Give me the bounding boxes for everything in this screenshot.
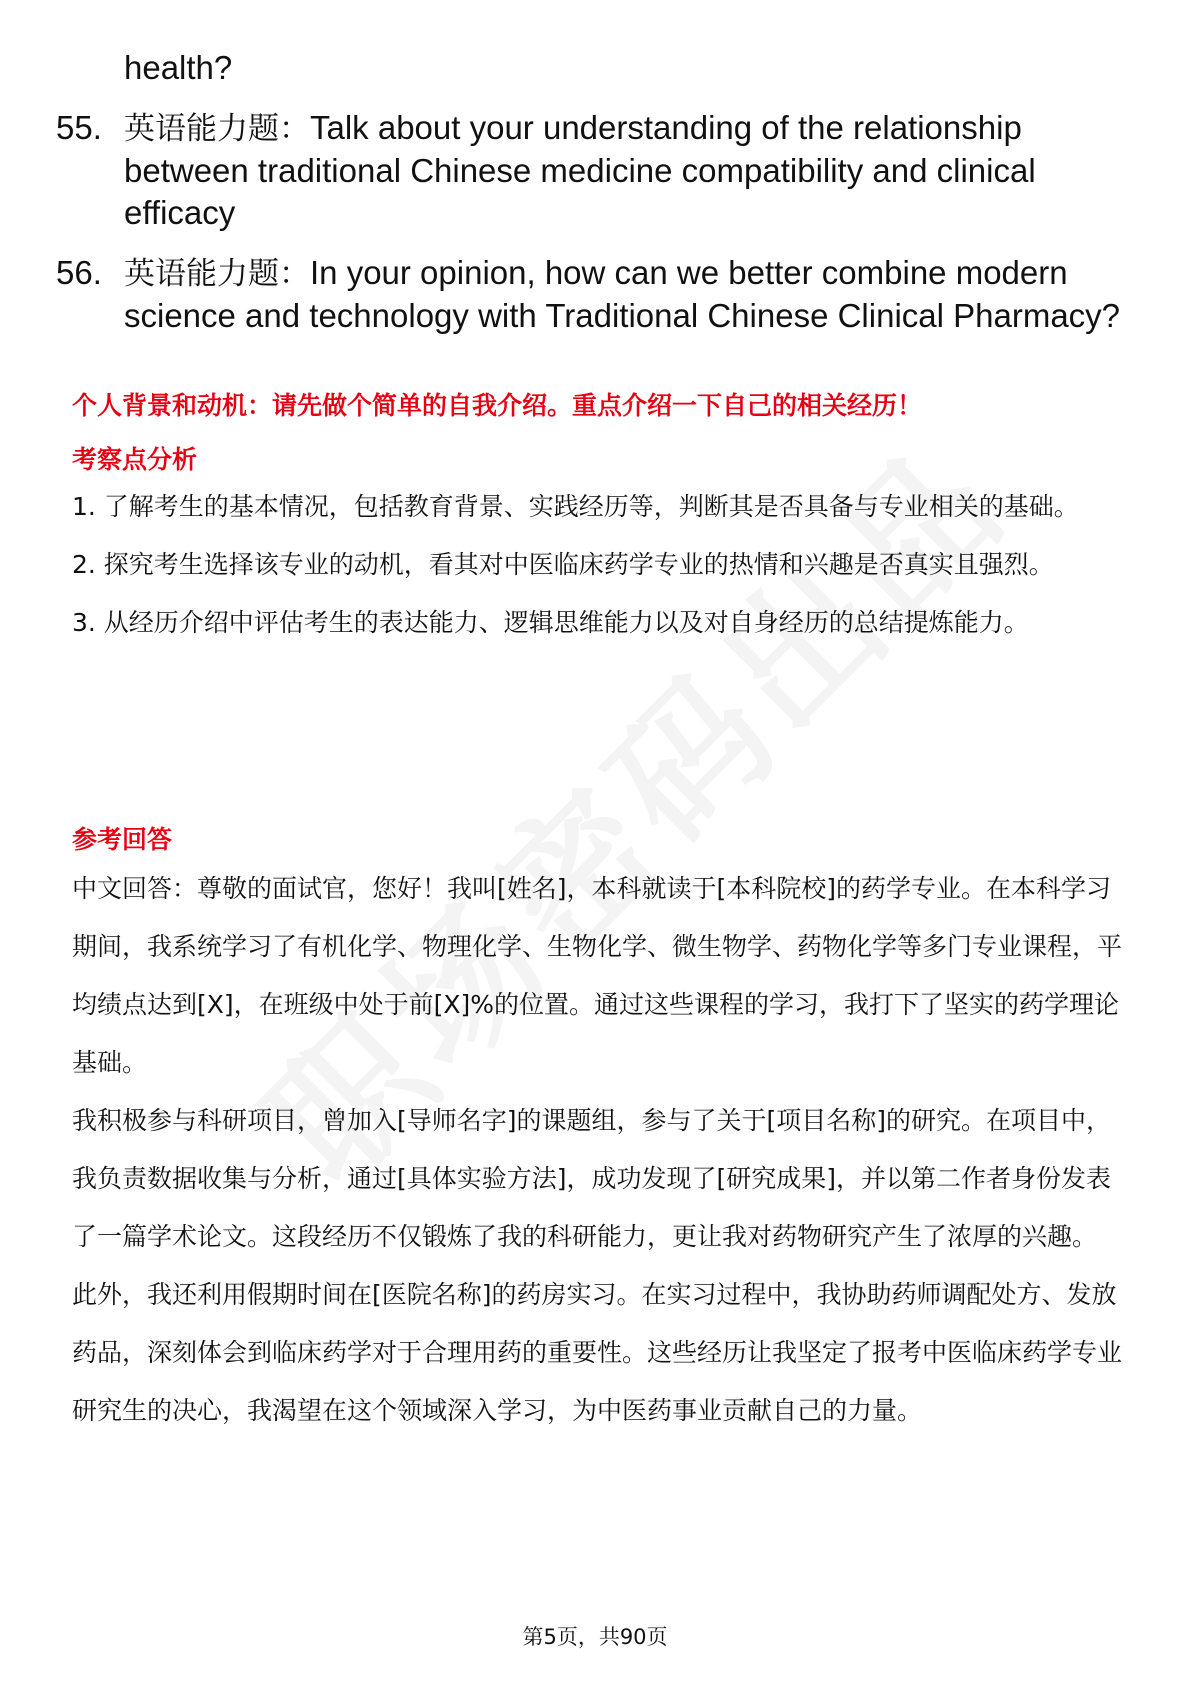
answer-paragraph: 中文回答：尊敬的面试官，您好！我叫[姓名]，本科就读于[本科院校]的药学专业。在本科学习期间，我系统学习了有机化学、物理化学、生物化学、微生物学、药物化学等多门专业课程，平均绩点达到[X]，在班级中处于前[X]%的位置。通过这些课程的学习，我打下了坚实的药学理论基础。 — [72, 874, 1123, 1077]
question-item-56 — [56, 252, 1136, 337]
answer-paragraph: 此外，我还利用假期时间在[医院名称]的药房实习。在实习过程中，我协助药师调配处方、发放药品，深刻体会到临床药学对于合理用药的重要性。这些经历让我坚定了报考中医临床药学专业研究生的决心，我渴望在这个领域深入学习，为中医药事业贡献自己的力量。 — [72, 1280, 1123, 1425]
answer-paragraphs — [72, 860, 1132, 1440]
analysis-points — [72, 478, 1132, 652]
question-number: 56. — [56, 254, 102, 291]
section-title: 个人背景和动机：请先做个简单的自我介绍。重点介绍一下自己的相关经历！ — [72, 391, 923, 420]
answer-heading: 参考回答 — [72, 825, 173, 854]
analysis-point: 1. 了解考生的基本情况，包括教育背景、实践经历等，判断其是否具备与专业相关的基础。 — [72, 492, 1079, 521]
analysis-block — [72, 442, 1132, 478]
question-item-55 — [56, 107, 1136, 234]
question-text: In your opinion, how can we better combine modern science and technology with Traditional Chinese Clinical Pharmacy? — [124, 254, 1121, 334]
question-number: 55. — [56, 109, 102, 146]
page-number: 第5页，共90页 — [522, 1625, 668, 1649]
answer-paragraph: 我积极参与科研项目，曾加入[导师名字]的课题组，参与了关于[项目名称]的研究。在项目中，我负责数据收集与分析，通过[具体实验方法]，成功发现了[研究成果]，并以第二作者身份发表了一篇学术论文。这段经历不仅锻炼了我的科研能力，更让我对药物研究产生了浓厚的兴趣。 — [72, 1106, 1112, 1251]
answer-block — [72, 822, 1132, 858]
analysis-heading: 考察点分析 — [72, 445, 198, 474]
question-text: Talk about your understanding of the relationship between traditional Chinese medicine compatibility and clinical efficacy — [124, 109, 1036, 231]
question-category: 英语能力题： — [124, 256, 310, 292]
question-category: 英语能力题： — [124, 111, 310, 147]
question-list — [56, 47, 1136, 337]
analysis-point: 2. 探究考生选择该专业的动机，看其对中医临床药学专业的热情和兴趣是否真实且强烈。 — [72, 550, 1054, 579]
section-title-block — [72, 388, 1132, 424]
analysis-point: 3. 从经历介绍中评估考生的表达能力、逻辑思维能力以及对自身经历的总结提炼能力。 — [72, 608, 1029, 637]
question-continuation: health? — [124, 49, 233, 86]
